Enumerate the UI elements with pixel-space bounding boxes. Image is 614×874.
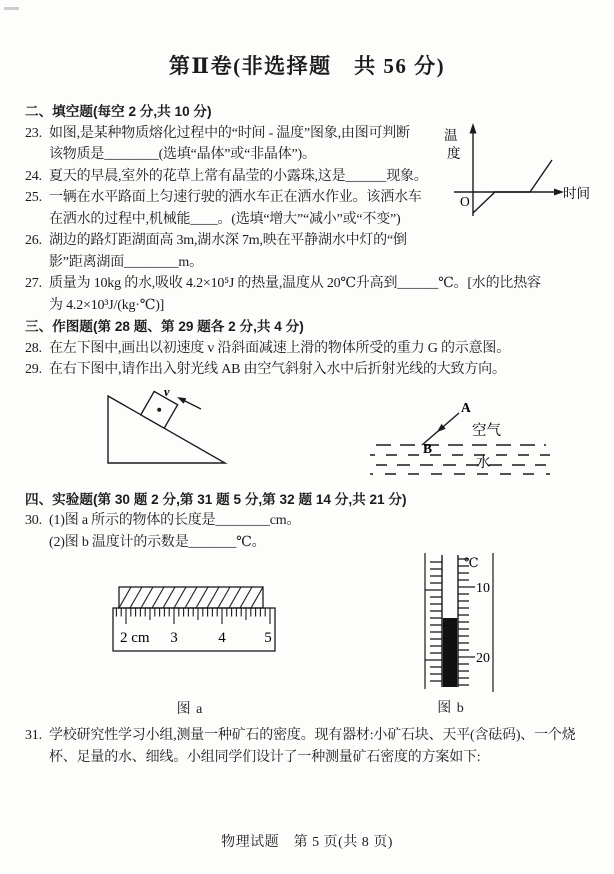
point-a-label: A (461, 400, 471, 415)
figure-b-caption: 图 b (437, 701, 465, 716)
velocity-label: v (164, 385, 170, 399)
question-23-line-2: 该物质是________(选填“晶体”或“非晶体”)。 (49, 147, 316, 162)
ruler-tick-label-4: 4 (218, 630, 226, 646)
question-28-text: 在左下图中,画出以初速度 v 沿斜面减速上滑的物体所受的重力 G 的示意图。 (49, 340, 511, 356)
water-label: 水 (476, 455, 491, 471)
ruler-ticks (116, 608, 270, 624)
thermometer-label-10: 10 (476, 581, 490, 596)
point-b-label: B (423, 441, 433, 456)
question-30-number: 30. (25, 513, 42, 528)
ruler-tick-label-3: 3 (170, 630, 178, 646)
thermometer-figure (416, 545, 506, 717)
section-header-drawing: 三、作图题(第 28 题、第 29 题各 2 分,共 4 分) (25, 319, 304, 334)
velocity-arrowhead (177, 397, 186, 404)
question-30-part-2-text: (2)图 b 温度计的示数是_______℃。 (49, 534, 266, 550)
question-23-number: 23. (25, 125, 42, 141)
question-26-line-1 (25, 230, 605, 252)
ruler-figure (110, 578, 295, 718)
question-25-number: 25. (25, 190, 42, 205)
question-24-text: 夏天的早晨,室外的花草上常有晶莹的小露珠,这是______现象。 (49, 168, 428, 184)
temperature-time-graph (440, 113, 614, 225)
question-27-line-2: 为 4.2×10³J/(kg·℃)] (49, 297, 165, 313)
air-label: 空气 (472, 423, 501, 439)
question-29-text: 在右下图中,请作出入射光线 AB 由空气斜射入水中后折射光线的大致方向。 (49, 362, 506, 377)
page-title: 第Ⅱ卷(非选择题 共 56 分) (168, 54, 446, 78)
question-30-line-1 (25, 510, 605, 532)
question-28-number: 28. (25, 340, 42, 356)
question-25-line-2: 在洒水的过程中,机械能____。(选填“增大”“减小”或“不变”) (49, 211, 401, 227)
celsius-unit-label: ℃ (464, 555, 479, 570)
question-29-number: 29. (25, 362, 42, 377)
question-28-line-1 (25, 338, 605, 360)
question-24-number: 24. (25, 168, 42, 184)
object-hatching (119, 587, 263, 608)
question-31-text: 学校研究性学习小组,测量一种矿石的密度。现有器材:小矿石块、天平(含砝码)、一个烧 (49, 728, 576, 743)
section-header-experiment: 四、实验题(第 30 题 2 分,第 31 题 5 分,第 32 题 14 分,共 21 分) (25, 491, 407, 507)
incline-block-figure (93, 383, 243, 475)
y-axis-label-line1: 温 (444, 128, 458, 143)
question-27-number: 27. (25, 276, 42, 291)
question-31-number: 31. (25, 728, 42, 743)
scan-artifact-mark (4, 7, 19, 10)
question-25-text: 一辆在水平路面上匀速行驶的洒水车正在洒水作业。该洒水车 (49, 190, 422, 205)
origin-label: O (460, 194, 470, 209)
question-26-number: 26. (25, 233, 42, 248)
question-30-part-1-text: (1)图 a 所示的物体的长度是________cm。 (49, 513, 301, 528)
thermometer-label-20: 20 (476, 651, 490, 666)
page-footer: 物理试题 第 5 页(共 8 页) (221, 835, 393, 850)
ruler-tick-label-5: 5 (264, 630, 272, 646)
section-header-fill-blanks: 二、填空题(每空 2 分,共 10 分) (25, 104, 212, 119)
figure-a-caption: 图 a (176, 702, 204, 717)
block-center-dot (157, 408, 161, 412)
question-29-line-1 (25, 359, 605, 381)
y-axis-label-line2: 度 (447, 146, 461, 161)
question-23-text: 如图,是某种物质熔化过程中的“时间 - 温度”图象,由图可判断 (49, 125, 410, 141)
ruler-tick-label-2cm: 2 cm (120, 630, 150, 646)
thermometer-right-ticks (458, 559, 475, 685)
question-27-line-1 (25, 273, 605, 295)
x-axis-label: 时间 (563, 186, 590, 201)
question-27-text: 质量为 10kg 的水,吸收 4.2×10⁵J 的热量,温度从 20℃升高到______℃。[水的比热容 (49, 276, 541, 291)
refraction-figure (368, 395, 563, 477)
mercury-column (443, 618, 457, 687)
question-26-text: 湖边的路灯距湖面高 3m,湖水深 7m,映在平静湖水中灯的“倒 (49, 233, 407, 248)
question-31-line-2: 杯、足量的水、细线。小组同学们设计了一种测量矿石密度的方案如下: (49, 749, 481, 765)
question-31-line-1 (25, 725, 605, 747)
question-26-line-2: 影”距离湖面________m。 (49, 254, 203, 270)
thermometer-left-ticks (425, 562, 442, 681)
